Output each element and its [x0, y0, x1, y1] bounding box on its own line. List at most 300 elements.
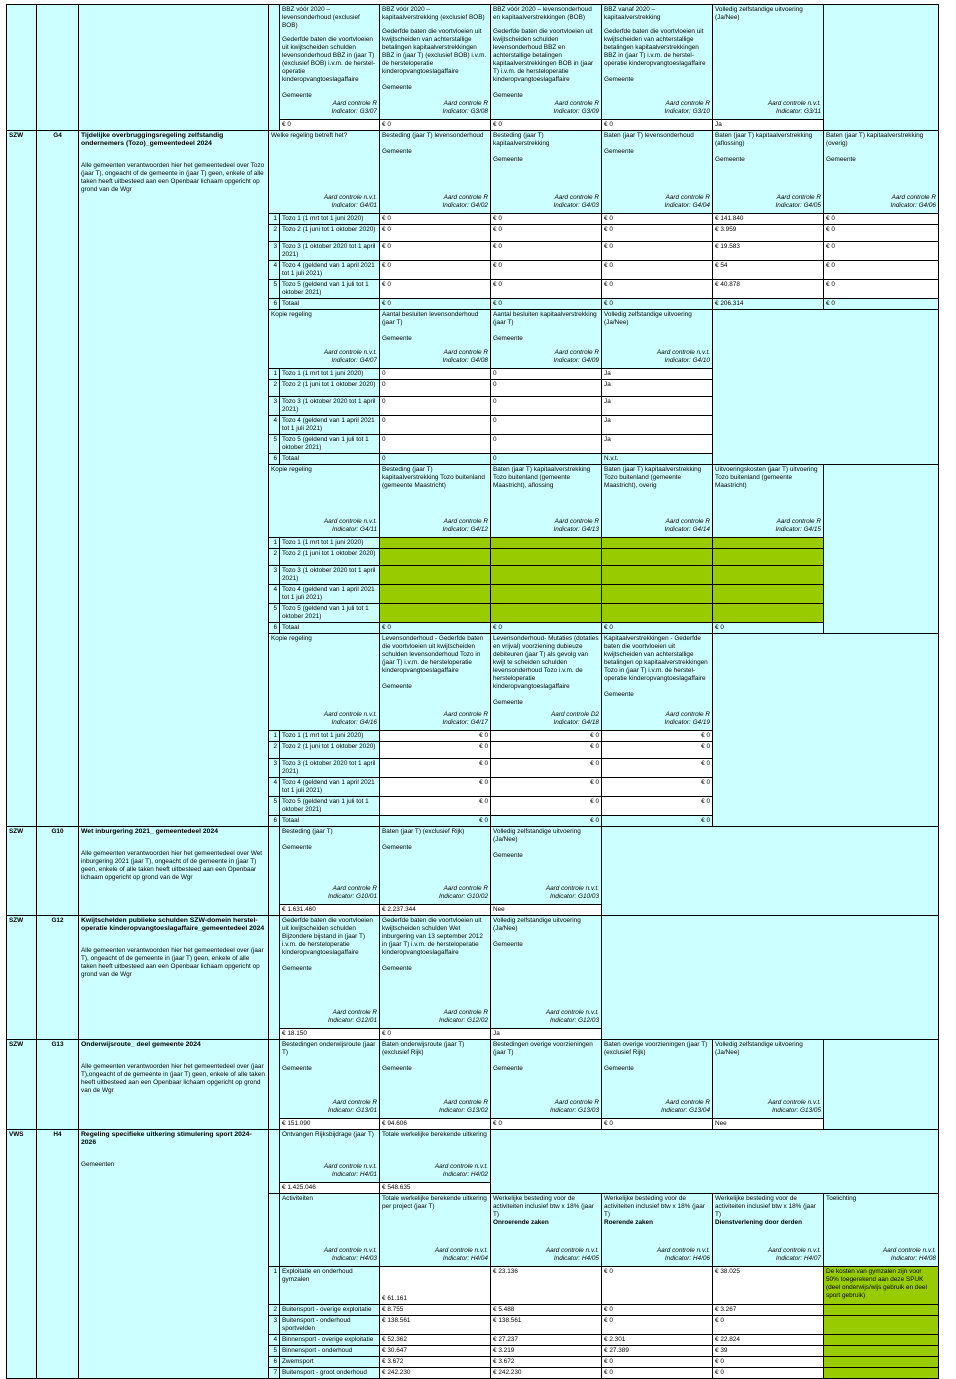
value-cell[interactable]: € 0: [491, 242, 602, 261]
value-cell[interactable]: 0: [380, 397, 491, 416]
control-type: Aard controle R: [332, 1009, 377, 1016]
value-cell[interactable]: 0: [491, 369, 602, 380]
specific-code: G13: [37, 1040, 79, 1130]
indicator-block: [550, 1099, 599, 1115]
activity-label: Binnensport - overige exploitatie: [280, 1335, 380, 1346]
question-label: Kopie regeling: [271, 466, 312, 473]
regeling-label: Tozo 4 (geldend van 1 april 2021 tot 1 juli 2021): [280, 585, 380, 604]
header-cell: [269, 131, 380, 214]
header-cell: [280, 5, 380, 120]
header-content: [382, 635, 488, 727]
value-cell[interactable]: € 0: [602, 742, 713, 759]
value-cell[interactable]: € 0: [491, 797, 602, 816]
value-cell[interactable]: 0: [380, 369, 491, 380]
regeling-label: Tozo 3 (1 oktober 2020 tot 1 april 2021): [280, 759, 380, 778]
question-label: Levensonderhoud - Gederfde baten die voortvloeien uit kwijtscheiden schulden levensonderhoud Tozo in (jaar T) i.v.m. de hersteloperatie kinderopvangtoeslagaffaire: [382, 635, 484, 674]
header-content: [493, 917, 599, 1025]
value-cell[interactable]: € 0: [491, 623, 602, 634]
header-cell: [824, 131, 939, 214]
indicator-block: [443, 100, 488, 116]
question-label: BBZ vóór 2020 – kapitaalverstrekking (exclusief BOB): [382, 6, 485, 21]
filler-label: Gemeente: [493, 92, 523, 99]
value-cell[interactable]: € 1.425.046: [280, 1183, 380, 1194]
value-cell[interactable]: € 0: [491, 759, 602, 778]
question-label: Besteding (jaar T) kapitaalverstrekking: [493, 132, 550, 147]
value-cell[interactable]: € 40.878: [713, 280, 824, 299]
header-cell: [602, 1040, 713, 1119]
value-cell[interactable]: € 61.161: [380, 1267, 491, 1305]
value-cell[interactable]: € 138.561: [380, 1316, 491, 1335]
header-cell: [602, 634, 713, 731]
value-cell[interactable]: € 0: [602, 280, 713, 299]
value-cell[interactable]: € 0: [602, 242, 713, 261]
indicator-code: Indicator: G4/07: [331, 357, 377, 364]
value-cell[interactable]: € 0: [824, 299, 939, 310]
control-type: Aard controle n.v.t.: [323, 1163, 377, 1170]
value-cell[interactable]: € 0: [380, 797, 491, 816]
header-content: [493, 132, 599, 210]
input-cell[interactable]: [491, 604, 602, 623]
row-number: 6: [269, 299, 280, 310]
value-cell[interactable]: € 0: [602, 816, 713, 827]
header-content: [382, 1041, 488, 1115]
value-cell[interactable]: € 0: [380, 816, 491, 827]
value-cell[interactable]: € 2.237.344: [380, 905, 491, 916]
sisa-table: [6, 4, 939, 1379]
regulation-title: Tijdelijke overbruggingsregeling zelfstandig ondernemers (Tozo)_gemeentedeel 2024: [81, 132, 224, 147]
input-cell[interactable]: [602, 566, 713, 585]
indicator-block: [332, 100, 377, 116]
input-cell[interactable]: [491, 585, 602, 604]
indicator-block: [657, 349, 710, 365]
value-cell[interactable]: 0: [380, 454, 491, 465]
indicator-block: [324, 711, 377, 727]
value-cell[interactable]: € 22.824: [713, 1335, 824, 1346]
header-cell: [380, 634, 491, 731]
indicator-block: [546, 1247, 599, 1263]
filler-label: Gemeente: [382, 965, 412, 972]
value-cell[interactable]: € 0: [491, 120, 602, 131]
value-cell[interactable]: Ja: [602, 380, 713, 397]
value-cell[interactable]: € 0: [380, 214, 491, 225]
regulation-cell: [79, 5, 269, 131]
control-type: Aard controle R: [891, 194, 936, 201]
regeling-label: Tozo 1 (1 mrt tot 1 juni 2020): [280, 214, 380, 225]
value-cell[interactable]: 0: [380, 435, 491, 454]
filler-label: Gemeente: [493, 335, 523, 342]
value-cell[interactable]: € 0: [380, 778, 491, 797]
value-cell[interactable]: € 0: [491, 816, 602, 827]
value-cell[interactable]: € 3.959: [713, 225, 824, 242]
explanation-cell[interactable]: [824, 1335, 939, 1346]
indicator-code: Indicator: H4/04: [442, 1255, 488, 1262]
value-cell[interactable]: € 39: [713, 1346, 824, 1357]
row-number: 1: [269, 1267, 280, 1305]
question-label: BBZ vóór 2020 – levensonderhoud en kapitaalverstrekkingen (BOB): [493, 6, 592, 21]
header-cell: [491, 634, 602, 731]
input-cell[interactable]: [713, 538, 824, 549]
indicator-block: [324, 194, 377, 210]
input-cell[interactable]: [602, 604, 713, 623]
value-cell[interactable]: € 141.840: [713, 214, 824, 225]
row-number: 3: [269, 397, 280, 416]
value-cell[interactable]: 0: [380, 416, 491, 435]
value-cell[interactable]: € 0: [602, 623, 713, 634]
question-label: Toelichting: [826, 1195, 857, 1202]
question-label: Aantal besluiten kapitaalverstrekking (jaar T): [493, 311, 597, 326]
indicator-block: [665, 100, 710, 116]
regeling-label: Tozo 1 (1 mrt tot 1 juni 2020): [280, 369, 380, 380]
control-type: Aard controle D2: [551, 711, 599, 718]
question-label: Werkelijke besteding voor de activiteiten inclusief btw x 18% (jaar T): [604, 1195, 705, 1218]
question-label: Baten (jaar T) kapitaalverstrekking Tozo buitenland (gemeente Maastricht), aflossing: [493, 466, 591, 489]
value-cell[interactable]: € 0: [380, 120, 491, 131]
indicator-block: [554, 349, 599, 365]
header-content: [282, 1041, 377, 1115]
control-type: Aard controle n.v.t.: [545, 1009, 599, 1016]
table-row: [7, 5, 939, 120]
value-cell[interactable]: € 0: [602, 120, 713, 131]
question-label: Volledig zelfstandige uitvoering (Ja/Nee): [604, 311, 692, 326]
row-number: [269, 5, 280, 131]
value-cell[interactable]: Nee: [491, 905, 602, 916]
row-number: 3: [269, 566, 280, 585]
value-cell[interactable]: € 18.150: [280, 1029, 380, 1040]
indicator-block: [435, 1247, 488, 1263]
value-cell[interactable]: € 0: [380, 261, 491, 280]
value-cell[interactable]: € 2.301: [602, 1335, 713, 1346]
regulation-title: Onderwijsroute_ deel gemeente 2024: [81, 1041, 201, 1048]
explanation-cell[interactable]: [824, 1346, 939, 1357]
header-cell: [491, 1040, 602, 1119]
value-cell[interactable]: € 242.230: [491, 1368, 602, 1379]
header-cell: [380, 131, 491, 214]
value-cell[interactable]: € 0: [380, 759, 491, 778]
value-cell[interactable]: € 242.230: [380, 1368, 491, 1379]
specific-code: G4: [37, 131, 79, 827]
filler-label: Gemeente: [382, 148, 412, 155]
empty-cell: [824, 465, 939, 634]
value-cell[interactable]: € 0: [602, 261, 713, 280]
question-label: Volledig zelfstandige uitvoering (Ja/Nee): [493, 828, 581, 843]
value-cell[interactable]: € 0: [380, 280, 491, 299]
control-type: Aard controle R: [443, 885, 488, 892]
control-type: Aard controle R: [554, 1099, 599, 1106]
question-label: Bestedingen onderwijsroute (jaar T): [282, 1041, 376, 1056]
indicator-code: Indicator: G4/09: [553, 357, 599, 364]
row-number: 2: [269, 1305, 280, 1316]
indicator-block: [768, 1099, 821, 1115]
value-cell[interactable]: € 0: [713, 623, 824, 634]
input-cell[interactable]: [713, 566, 824, 585]
value-cell[interactable]: € 0: [602, 778, 713, 797]
row-number: [269, 1130, 280, 1194]
header-content: [382, 466, 488, 534]
value-cell[interactable]: € 0: [602, 759, 713, 778]
question-label: Baten (jaar T) kapitaalverstrekking (overig): [826, 132, 924, 147]
value-cell[interactable]: 0: [491, 397, 602, 416]
value-cell[interactable]: € 3.672: [380, 1357, 491, 1368]
input-cell[interactable]: [380, 549, 491, 566]
regulation-cell: [79, 916, 269, 1040]
value-cell[interactable]: € 0: [491, 299, 602, 310]
value-cell[interactable]: Nee: [713, 1119, 824, 1130]
value-cell[interactable]: € 0: [602, 797, 713, 816]
header-content: [382, 132, 488, 210]
question-label: Bestedingen overige voorzieningen (jaar T): [493, 1041, 593, 1056]
control-type: Aard controle R: [665, 100, 710, 107]
indicator-code: Indicator: G4/11: [332, 526, 377, 533]
value-cell[interactable]: € 0: [824, 261, 939, 280]
value-cell[interactable]: 0: [491, 380, 602, 397]
value-cell[interactable]: € 206.314: [713, 299, 824, 310]
header-cell: [491, 131, 602, 214]
value-cell[interactable]: € 38.025: [713, 1267, 824, 1305]
value-cell[interactable]: € 0: [713, 1316, 824, 1335]
explanation-cell[interactable]: [824, 1357, 939, 1368]
header-cell: [491, 310, 602, 369]
indicator-code: Indicator: G13/05: [771, 1107, 821, 1114]
value-cell[interactable]: Ja: [602, 369, 713, 380]
indicator-block: [551, 711, 599, 727]
value-cell[interactable]: € 0: [491, 214, 602, 225]
value-cell[interactable]: € 0: [602, 1368, 713, 1379]
input-cell[interactable]: [713, 585, 824, 604]
question-label: Activiteiten: [282, 1195, 313, 1202]
value-cell[interactable]: € 0: [824, 214, 939, 225]
value-cell[interactable]: € 0: [491, 1119, 602, 1130]
row-number: 5: [269, 280, 280, 299]
header-cell: [280, 1194, 380, 1267]
value-cell[interactable]: € 0: [491, 261, 602, 280]
value-cell[interactable]: 0: [491, 435, 602, 454]
row-number: 7: [269, 1368, 280, 1379]
explanation-cell[interactable]: De kosten van gymzalen zijn voor 50% toegerekend aan deze SPUK (deel onderwijs/wijs gebruik en deel sport gebruik): [824, 1267, 939, 1305]
value-cell[interactable]: € 5.488: [491, 1305, 602, 1316]
value-cell[interactable]: € 3.267: [713, 1305, 824, 1316]
value-cell[interactable]: € 0: [491, 742, 602, 759]
header-cell: [380, 1040, 491, 1119]
value-cell[interactable]: € 0: [602, 731, 713, 742]
value-cell[interactable]: € 23.136: [491, 1267, 602, 1305]
indicator-code: Indicator: G3/10: [664, 108, 710, 115]
question-label: Baten onderwijsroute (jaar T) (exclusief Rijk): [382, 1041, 465, 1056]
question-label: BBZ vóór 2020 – levensonderhoud (exclusief BOB): [282, 6, 360, 29]
input-cell[interactable]: [602, 538, 713, 549]
control-type: Aard controle n.v.t.: [545, 1247, 599, 1254]
filler-label: Gemeente: [715, 156, 745, 163]
value-cell[interactable]: € 3.219: [491, 1346, 602, 1357]
value-cell[interactable]: 0: [380, 380, 491, 397]
filler-label: Gemeente: [493, 699, 523, 706]
value-cell[interactable]: € 0: [380, 242, 491, 261]
question-label: Werkelijke besteding voor de activiteiten inclusief btw x 18% (jaar T): [715, 1195, 816, 1218]
input-cell[interactable]: [380, 585, 491, 604]
value-cell[interactable]: € 0: [824, 242, 939, 261]
filler-label: Gemeente: [493, 852, 523, 859]
activity-label: Buitensport - overige exploitatie: [280, 1305, 380, 1316]
header-content: [493, 1195, 599, 1263]
value-cell[interactable]: € 0: [380, 299, 491, 310]
header-content: [493, 828, 599, 901]
indicator-block: [768, 1247, 821, 1263]
explanation-cell[interactable]: [824, 1368, 939, 1379]
value-cell[interactable]: € 0: [602, 225, 713, 242]
indicator-code: Indicator: G4/04: [664, 202, 710, 209]
value-cell[interactable]: € 0: [602, 1316, 713, 1335]
value-cell[interactable]: € 0: [491, 225, 602, 242]
indicator-code: Indicator: H4/02: [442, 1171, 488, 1178]
indicator-block: [443, 349, 488, 365]
department-code: SZW: [7, 1040, 37, 1130]
value-cell[interactable]: 0: [491, 454, 602, 465]
input-cell[interactable]: [380, 538, 491, 549]
control-type: Aard controle R: [332, 100, 377, 107]
input-cell[interactable]: [491, 538, 602, 549]
indicator-code: Indicator: G3/08: [442, 108, 488, 115]
value-cell[interactable]: € 8.755: [380, 1305, 491, 1316]
value-cell[interactable]: € 52.362: [380, 1335, 491, 1346]
value-cell[interactable]: € 0: [491, 778, 602, 797]
indicator-block: [776, 518, 821, 534]
header-content: [382, 1131, 488, 1179]
input-cell[interactable]: [602, 585, 713, 604]
filler-label: Gemeente: [382, 84, 412, 91]
row-number: [269, 916, 280, 1040]
question-label: Levensonderhoud- Mutaties (dotaties en vrijval) voorziening dubieuze debiteuren (jaar T) als gevolg van kwijt te scheiden schulden levensonderhoud Tozo i.v.m. de hersteloperatie kinderopvangtoeslagaffaire: [493, 635, 599, 690]
value-cell[interactable]: € 0: [602, 214, 713, 225]
header-content: [382, 917, 488, 1025]
control-type: Aard controle n.v.t.: [656, 1247, 710, 1254]
input-cell[interactable]: [380, 566, 491, 585]
value-cell[interactable]: € 138.561: [491, 1316, 602, 1335]
value-cell[interactable]: Ja: [602, 416, 713, 435]
value-cell[interactable]: € 54: [713, 261, 824, 280]
header-content: [604, 1041, 710, 1115]
control-type: Aard controle R: [332, 1099, 377, 1106]
description: Gederfde baten die voortvloeien uit kwijtscheiden schulden levensonderhoud BBZ in (jaar T) (exclusief BOB) i.v.m. de hersteloperatie kinderopvangtoeslagaffaire: [282, 36, 375, 83]
value-cell[interactable]: € 0: [602, 1357, 713, 1368]
value-cell[interactable]: € 3.672: [491, 1357, 602, 1368]
value-cell[interactable]: € 0: [380, 742, 491, 759]
control-type: Aard controle R: [443, 1009, 488, 1016]
value-cell[interactable]: € 0: [713, 1368, 824, 1379]
value-cell[interactable]: € 0: [280, 120, 380, 131]
value-cell[interactable]: € 27.237: [491, 1335, 602, 1346]
value-cell[interactable]: € 1.631.460: [280, 905, 380, 916]
value-cell[interactable]: € 548.635: [380, 1183, 491, 1194]
empty-cell: [491, 1130, 939, 1194]
regeling-label: Tozo 3 (1 oktober 2020 tot 1 april 2021): [280, 566, 380, 585]
value-cell[interactable]: € 0: [824, 225, 939, 242]
indicator-code: Indicator: G13/02: [438, 1107, 488, 1114]
header-content: [715, 466, 821, 534]
value-cell[interactable]: Ja: [491, 1029, 602, 1040]
filler-label: Gemeente: [493, 941, 523, 948]
question-label: Werkelijke besteding voor de activiteiten inclusief btw x 18% (jaar T): [493, 1195, 594, 1218]
input-cell[interactable]: [602, 549, 713, 566]
value-cell[interactable]: € 151.090: [280, 1119, 380, 1130]
indicator-block: [891, 194, 936, 210]
value-cell[interactable]: € 19.583: [713, 242, 824, 261]
control-type: Aard controle R: [443, 518, 488, 525]
control-type: Aard controle R: [332, 885, 377, 892]
header-content: [382, 828, 488, 901]
value-cell[interactable]: € 30.647: [380, 1346, 491, 1357]
input-cell[interactable]: [380, 604, 491, 623]
input-cell[interactable]: [713, 549, 824, 566]
header-cell: [269, 310, 380, 369]
indicator-code: Indicator: G3/09: [553, 108, 599, 115]
regeling-label: Tozo 5 (geldend van 1 juli tot 1 oktober 2021): [280, 280, 380, 299]
value-cell[interactable]: € 0: [602, 1267, 713, 1305]
value-cell[interactable]: € 0: [380, 623, 491, 634]
indicator-code: Indicator: H4/05: [553, 1255, 599, 1262]
indicator-code: Indicator: G4/17: [442, 719, 488, 726]
indicator-code: Indicator: H4/08: [890, 1255, 936, 1262]
value-cell[interactable]: € 0: [380, 1029, 491, 1040]
value-cell[interactable]: € 0: [602, 1305, 713, 1316]
value-cell[interactable]: € 27.389: [602, 1346, 713, 1357]
question-label: Baten (jaar T) kapitaalverstrekking Tozo buitenland (gemeente Maastricht), overig: [604, 466, 702, 489]
table-row: [7, 1040, 939, 1119]
question-label: Ontvangen Rijksbijdrage (jaar T): [282, 1131, 374, 1138]
input-cell[interactable]: [713, 604, 824, 623]
value-cell[interactable]: N.v.t.: [602, 454, 713, 465]
value-cell[interactable]: € 0: [713, 1357, 824, 1368]
control-type: Aard controle R: [776, 194, 821, 201]
row-number: 3: [269, 242, 280, 261]
regeling-label: Totaal: [280, 816, 380, 827]
control-type: Aard controle R: [443, 194, 488, 201]
value-cell[interactable]: € 94.606: [380, 1119, 491, 1130]
question-label: Volledig zelfstandige uitvoering (Ja/Nee): [715, 1041, 803, 1056]
header-content: [604, 635, 710, 727]
indicator-code: Indicator: G4/13: [553, 526, 599, 533]
question-label: Volledig zelfstandige uitvoering (Ja/Nee): [715, 6, 803, 21]
value-cell[interactable]: € 0: [380, 225, 491, 242]
value-cell[interactable]: Ja: [602, 397, 713, 416]
value-cell[interactable]: € 0: [602, 299, 713, 310]
explanation-cell[interactable]: [824, 1305, 939, 1316]
indicator-code: Indicator: G4/10: [664, 357, 710, 364]
regeling-label: Totaal: [280, 623, 380, 634]
header-cell: [280, 1040, 380, 1119]
explanation-cell[interactable]: [824, 1316, 939, 1335]
value-cell[interactable]: 0: [491, 416, 602, 435]
regeling-label: Tozo 1 (1 mrt tot 1 juni 2020): [280, 731, 380, 742]
header-content: [493, 6, 599, 116]
indicator-code: Indicator: G4/16: [331, 719, 377, 726]
value-cell[interactable]: € 0: [380, 731, 491, 742]
row-number: 4: [269, 1335, 280, 1346]
value-cell[interactable]: € 0: [491, 280, 602, 299]
value-cell[interactable]: € 0: [491, 731, 602, 742]
header-content: [282, 828, 377, 901]
value-cell[interactable]: Ja: [713, 120, 824, 131]
indicator-block: [324, 349, 377, 365]
control-type: Aard controle n.v.t.: [323, 1247, 377, 1254]
value-cell[interactable]: Ja: [602, 435, 713, 454]
indicator-code: Indicator: G4/03: [553, 202, 599, 209]
value-cell[interactable]: € 0: [824, 280, 939, 299]
input-cell[interactable]: [491, 566, 602, 585]
header-content: [271, 132, 377, 210]
department-code: [7, 5, 37, 131]
input-cell[interactable]: [491, 549, 602, 566]
header-content: [282, 6, 377, 116]
value-cell[interactable]: € 0: [602, 1119, 713, 1130]
